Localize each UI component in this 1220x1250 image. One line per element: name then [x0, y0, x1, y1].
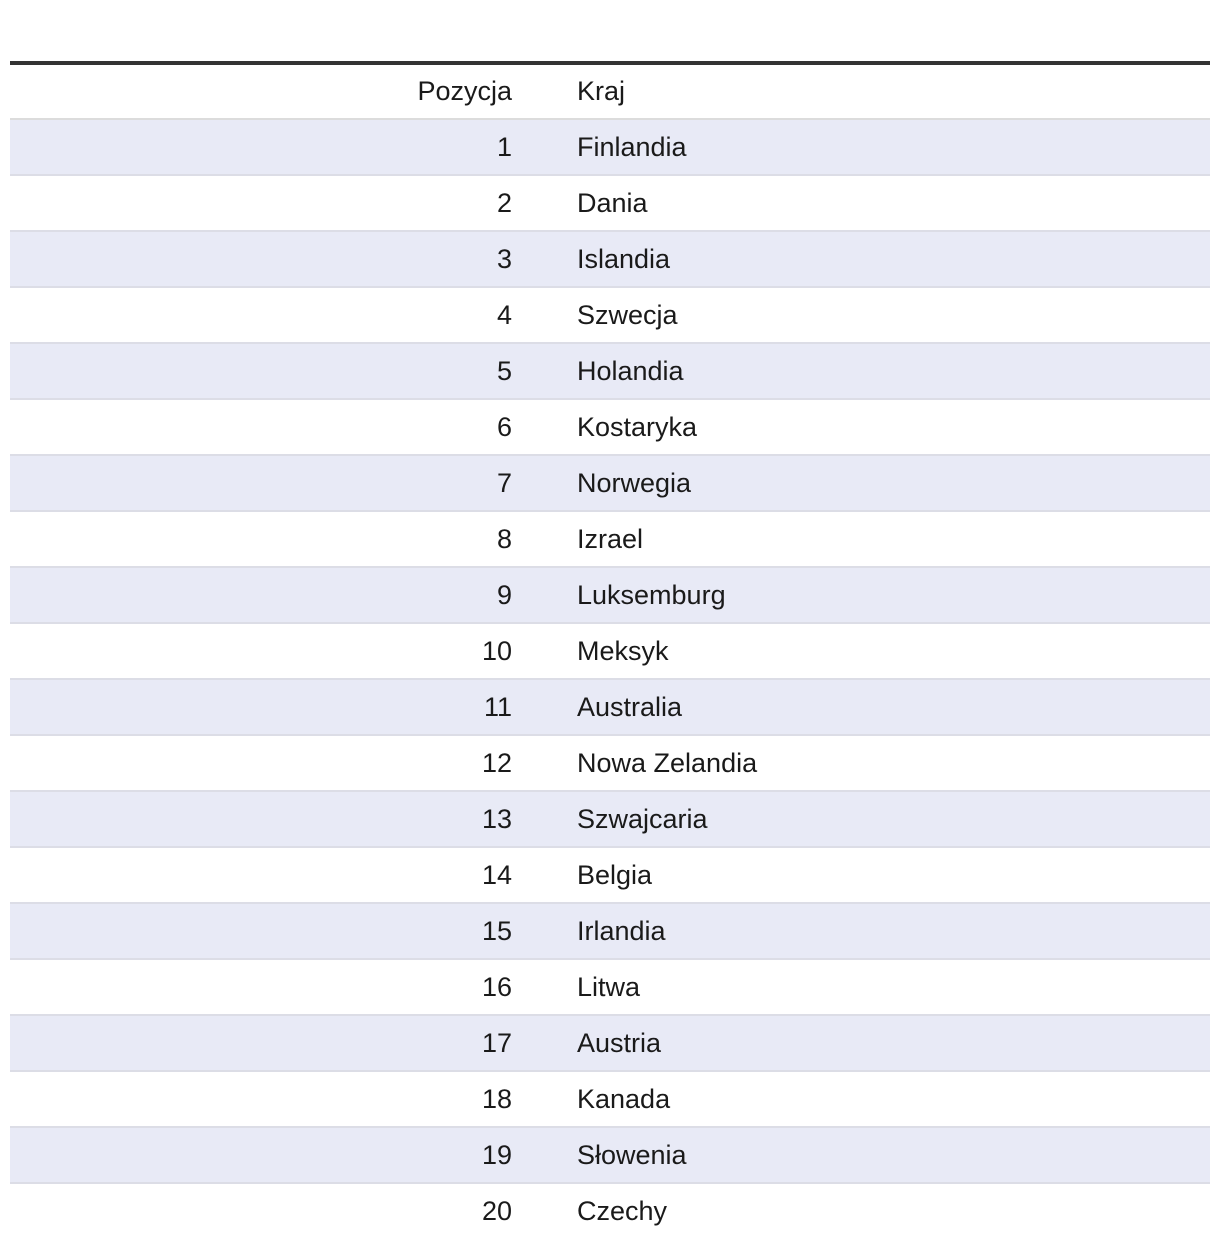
rank-cell: 20 [481, 1196, 512, 1226]
country-cell: Szwajcaria [577, 803, 708, 834]
country-cell: Meksyk [577, 635, 669, 666]
country-cell: Słowenia [577, 1139, 687, 1170]
table-row [10, 1015, 1210, 1071]
header-row [10, 65, 1210, 119]
table-row [10, 455, 1210, 511]
country-cell: Australia [577, 691, 683, 722]
country-cell: Dania [577, 187, 648, 218]
table-row [10, 903, 1210, 959]
table-row [10, 735, 1210, 791]
rank-cell: 17 [481, 1027, 512, 1058]
header-country: Kraj [577, 76, 626, 106]
country-cell: Belgia [577, 859, 653, 890]
header-rank: Pozycja [417, 76, 512, 106]
rank-cell: 7 [496, 467, 512, 498]
country-cell: Luksemburg [577, 579, 726, 610]
country-cell: Izrael [577, 523, 644, 554]
country-cell: Islandia [577, 243, 671, 274]
table-row [10, 1127, 1210, 1183]
rank-cell: 2 [496, 187, 512, 218]
table-row [10, 343, 1210, 399]
table-row [10, 511, 1210, 567]
table-row [10, 119, 1210, 175]
rank-cell: 16 [481, 971, 512, 1002]
table-row [10, 287, 1210, 343]
table-row [10, 399, 1210, 455]
rank-cell: 10 [481, 635, 512, 666]
rank-cell: 4 [496, 299, 512, 330]
country-cell: Holandia [577, 355, 684, 386]
country-cell: Szwecja [577, 299, 678, 330]
table-body [10, 119, 1210, 1239]
table-row [10, 791, 1210, 847]
rank-cell: 18 [481, 1083, 512, 1114]
country-cell: Czechy [577, 1196, 668, 1226]
rank-cell: 3 [496, 243, 512, 274]
rank-cell: 5 [496, 355, 512, 386]
table-row [10, 623, 1210, 679]
table-row [10, 847, 1210, 903]
rank-cell: 12 [481, 747, 512, 778]
rank-cell: 9 [496, 579, 512, 610]
country-cell: Austria [577, 1027, 662, 1058]
table-row [10, 567, 1210, 623]
table-row [10, 175, 1210, 231]
table-row [10, 1071, 1210, 1127]
ranking-table-container [10, 61, 1210, 1239]
table-row [10, 679, 1210, 735]
rank-cell: 8 [496, 523, 512, 554]
country-cell: Litwa [577, 971, 641, 1002]
table-row [10, 231, 1210, 287]
rank-cell: 11 [483, 691, 512, 722]
rank-cell: 6 [496, 411, 512, 442]
country-cell: Kanada [577, 1083, 671, 1114]
country-cell: Nowa Zelandia [577, 747, 758, 778]
table-row [10, 959, 1210, 1015]
ranking-table [10, 65, 1210, 1239]
rank-cell: 14 [481, 859, 512, 890]
table-row [10, 1183, 1210, 1239]
country-cell: Kostaryka [577, 411, 698, 442]
country-cell: Irlandia [577, 915, 666, 946]
country-cell: Norwegia [577, 467, 692, 498]
table-header [10, 65, 1210, 119]
country-cell: Finlandia [577, 131, 687, 162]
rank-cell: 19 [481, 1139, 512, 1170]
rank-cell: 15 [481, 915, 512, 946]
rank-cell: 13 [481, 803, 512, 834]
rank-cell: 1 [496, 131, 512, 162]
